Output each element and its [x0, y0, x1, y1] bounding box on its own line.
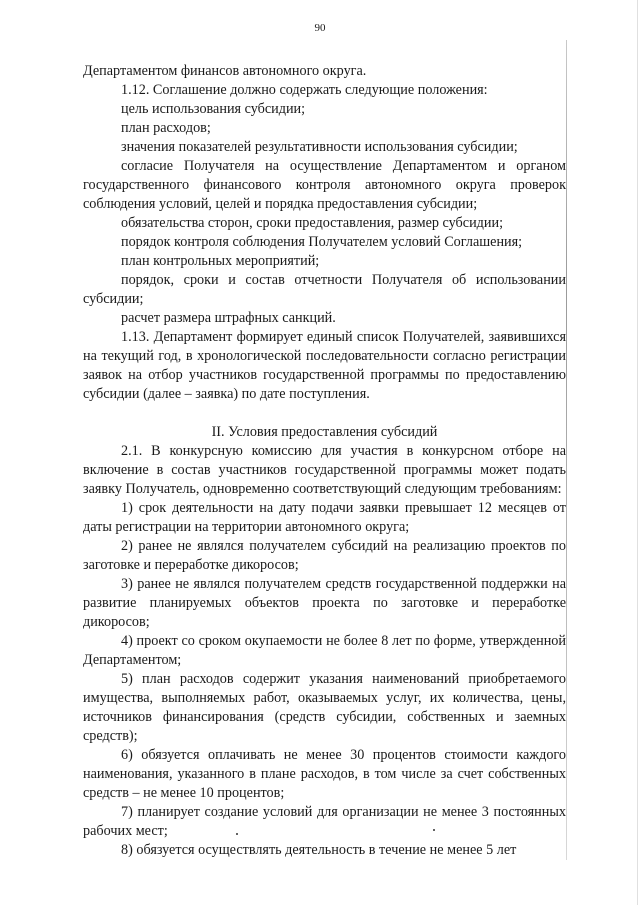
paragraph: расчет размера штрафных санкций.: [121, 310, 336, 326]
paragraph: 1.12. Соглашение должно содержать следующие положения:: [121, 82, 488, 98]
paragraph: значения показателей результативности использования субсидии;: [121, 139, 518, 155]
document-body: [83, 62, 566, 860]
paragraph: план расходов;: [121, 120, 211, 136]
paragraph: согласие Получателя на осуществление Департаментом и органом государственного финансового контроля автономного округа проверок соблюдения условий, целей и порядка предоставления субсидии;: [83, 158, 566, 212]
paragraph: 2) ранее не являлся получателем субсидий на реализацию проектов по заготовке и переработке дикоросов;: [83, 538, 566, 573]
paragraph: цель использования субсидии;: [121, 101, 306, 117]
paragraph: 6) обязуется оплачивать не менее 30 процентов стоимости каждого наименования, указанного в плане расходов, в том числе за счет собственных средств – не менее 10 процентов;: [83, 747, 566, 801]
paragraph: порядок контроля соблюдения Получателем условий Соглашения;: [121, 234, 523, 250]
scan-speck: [236, 833, 238, 835]
scan-speck: [433, 829, 435, 831]
paragraph: 1.13. Департамент формирует единый список Получателей, заявившихся на текущий год, в хронологической последовательности согласно регистрации заявок на отбор участников государственной программы по предоставлению субсидии (далее – заявка) по дате поступления.: [83, 329, 566, 402]
paragraph: план контрольных мероприятий;: [121, 253, 320, 269]
paragraph: 8) обязуется осуществлять деятельность в течение не менее 5 лет: [121, 842, 517, 858]
scan-right-edge: [637, 0, 638, 905]
section-heading: II. Условия предоставления субсидий: [211, 424, 438, 440]
paragraph: Департаментом финансов автономного округа.: [83, 63, 367, 79]
paragraph: 5) план расходов содержит указания наименований приобретаемого имущества, выполняемых работ, оказываемых услуг, их количества, цены, источников финансирования (средств субсидии, собственных и заемных средств);: [83, 671, 566, 744]
scan-edge-line: [566, 40, 567, 860]
paragraph: 2.1. В конкурсную комиссию для участия в конкурсном отборе на включение в состав участников государственной программы может подать заявку Получатель, одновременно соответствующий следующим требованиям:: [83, 443, 566, 497]
page-number: 90: [314, 22, 326, 34]
paragraph: 7) планирует создание условий для организации не менее 3 постоянных рабочих мест;: [83, 804, 566, 839]
intro-section: [83, 62, 566, 404]
paragraph: порядок, сроки и состав отчетности Получателя об использовании субсидии;: [83, 272, 566, 307]
paragraph: 3) ранее не являлся получателем средств государственной поддержки на развитие планируемых объектов проекта по заготовке и переработке дикоросов;: [83, 576, 566, 630]
paragraph: обязательства сторон, сроки предоставления, размер субсидии;: [121, 215, 504, 231]
conditions-section: [83, 442, 566, 860]
paragraph: 1) срок деятельности на дату подачи заявки превышает 12 месяцев от даты регистрации на территории автономного округа;: [83, 500, 566, 535]
paragraph: 4) проект со сроком окупаемости не более 8 лет по форме, утвержденной Департаментом;: [83, 633, 566, 668]
